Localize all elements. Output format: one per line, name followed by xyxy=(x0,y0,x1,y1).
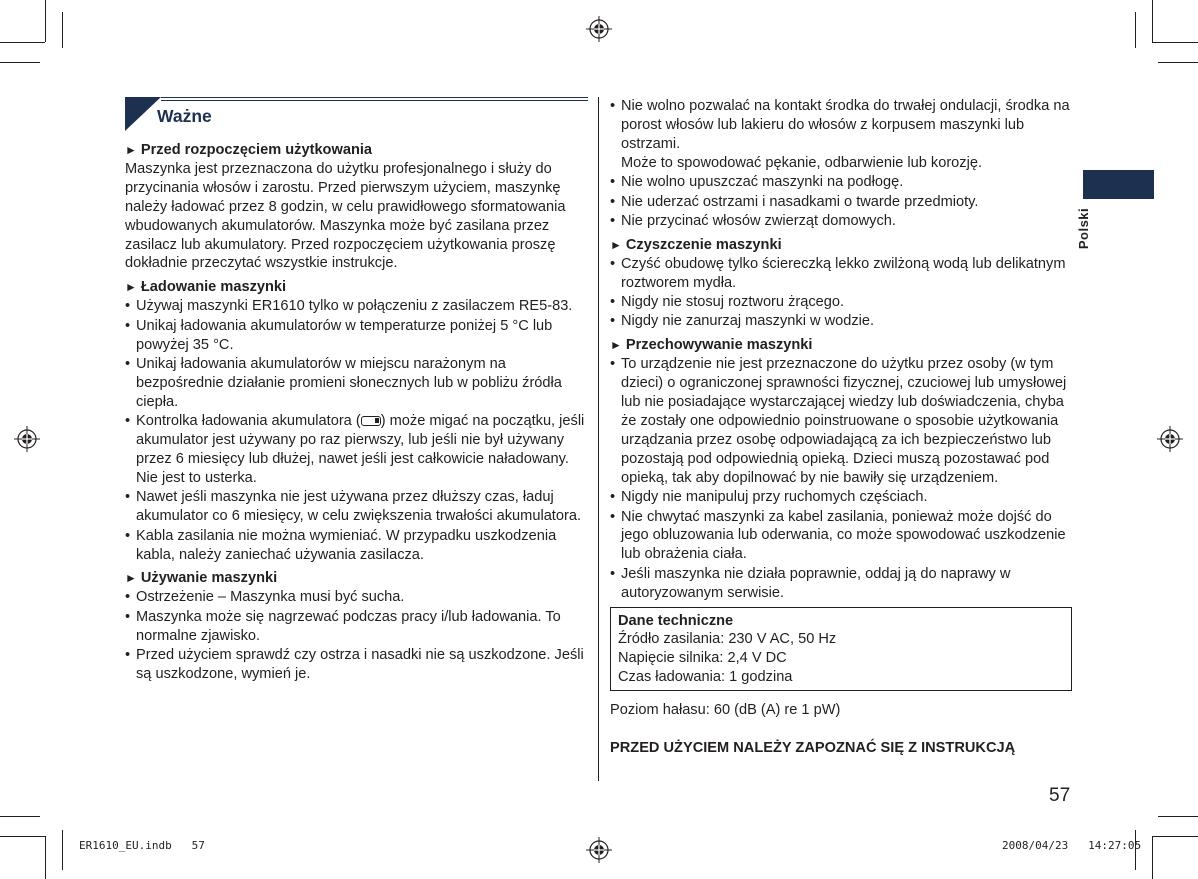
crop-mark xyxy=(1152,836,1153,879)
list-item: • Jeśli maszynka nie działa poprawnie, oddaj ją do naprawy w autoryzowanym serwisie. xyxy=(610,565,1072,603)
specs-line: Źródło zasilania: 230 V AC, 50 Hz xyxy=(618,631,837,648)
crop-mark xyxy=(62,830,63,870)
battery-icon xyxy=(361,416,381,426)
date-slug: 2008/04/23 14:27:05 xyxy=(1002,839,1142,852)
section-heading: ► Czyszczenie maszynki xyxy=(610,236,782,253)
arrow-right-icon: ► xyxy=(610,237,622,252)
list-item: • Unikaj ładowania akumulatorów w miejscu narażonym na bezpośrednie działanie promieni słonecznych lub w pobliżu źródła ciepła. xyxy=(125,355,588,412)
list-item: • Nie chwytać maszynki za kabel zasilania, ponieważ może dojść do jego obluzowania lub oderwania, co może spowodować uszkodzenie lub obrażenia ciała. xyxy=(610,508,1072,565)
crop-mark xyxy=(1152,42,1198,43)
page-title: Ważne xyxy=(157,106,212,126)
file-slug: ER1610_EU.indb 57 xyxy=(79,839,205,852)
right-column xyxy=(610,97,1072,758)
list-item: • Nigdy nie manipuluj przy ruchomych częściach. xyxy=(610,488,1072,507)
crop-mark xyxy=(0,62,40,63)
registration-mark-icon xyxy=(586,16,612,42)
crop-mark xyxy=(0,42,45,43)
list-item: • Kabla zasilania nie można wymieniać. W przypadku uszkodzenia kabla, należy zaniechać używania zasilacza. xyxy=(125,527,588,565)
list-item: • Nigdy nie zanurzaj maszynki w wodzie. xyxy=(610,312,1072,331)
list-item: • Kontrolka ładowania akumulatora ( ) może migać na początku, jeśli akumulator jest używany po raz pierwszy, lub jeśli nie był używany przez 6 miesięcy lub dłużej, nawet jeśli jest całkowicie naładowany. Nie jest to usterka. xyxy=(125,412,588,488)
section-heading: ► Przed rozpoczęciem użytkowania xyxy=(125,142,373,158)
registration-mark-icon xyxy=(1157,426,1183,452)
list-item: • Nawet jeśli maszynka nie jest używana przez dłuższy czas, ładuj akumulator co 6 miesięcy, w celu zwiększenia trwałości akumulatora. xyxy=(125,488,588,526)
crop-mark xyxy=(1152,836,1198,837)
crop-mark xyxy=(1135,12,1136,48)
arrow-right-icon: ► xyxy=(125,143,137,157)
crop-mark xyxy=(62,12,63,48)
language-tab xyxy=(1083,170,1154,199)
crop-mark xyxy=(0,816,40,817)
registration-mark-icon xyxy=(586,837,612,863)
registration-mark-icon xyxy=(14,426,40,452)
paragraph: Maszynka jest przeznaczona do użytku profesjonalnego i służy do przycinania włosów i zarostu. Przed pierwszym użyciem, maszynkę należy ładować przez 8 godzin, w celu prawidłowego sformatowania wbudowanych akumulatorów. Maszynka może być zasilana przez zasilacz lub akumulatory. Przed rozpoczęciem użytkowania proszę dokładnie przeczytać wszystkie instrukcje. xyxy=(125,160,566,272)
section-heading: ► Ładowanie maszynki xyxy=(125,279,287,296)
list-item: • Ostrzeżenie – Maszynka musi być sucha. xyxy=(125,588,588,607)
corner-triangle-icon xyxy=(125,97,161,131)
list-item: • Nie wolno pozwalać na kontakt środka do trwałej ondulacji, środka na porost włosów lub lakieru do włosów z korpusem maszynki lub ostrzami. Może to spowodować pękanie, odbarwienie lub korozję. xyxy=(610,97,1072,173)
list-item: • To urządzenie nie jest przeznaczone do użytku przez osoby (w tym dzieci) o ograniczonej sprawności fizycznej, czuciowej lub umysłowej lub nie posiadające wystarczającej wiedzy lub doświadczenia, chyba że zostały one odpowiednio poinstruowane o sposobie użytkowania urządzania przez osobę odpowiadającą za ich bezpieczeństwo lub pozostają pod odpowiednią opieką. Dzieci muszą pozostawać pod opieką, tak aby dopilnować by nie bawiły się urządzeniem. xyxy=(610,355,1072,487)
crop-mark xyxy=(45,0,46,42)
specs-title: Dane techniczne xyxy=(618,612,734,629)
list-item: • Maszynka może się nagrzewać podczas pracy i/lub ładowania. To normalne zjawisko. xyxy=(125,608,588,646)
header-rule xyxy=(161,97,588,101)
crop-mark xyxy=(0,836,45,837)
section-heading: ► Przechowywanie maszynki xyxy=(610,337,813,354)
list-item: • Nie wolno upuszczać maszynki na podłogę. xyxy=(610,173,1072,192)
crop-mark xyxy=(1158,62,1198,63)
list-item: • Nigdy nie stosuj roztworu żrącego. xyxy=(610,293,1072,312)
list-item: • Nie uderzać ostrzami i nasadkami o twarde przedmioty. xyxy=(610,193,1072,212)
specs-line: Napięcie silnika: 2,4 V DC xyxy=(618,650,787,667)
list-item: • Przed użyciem sprawdź czy ostrza i nasadki nie są uszkodzone. Jeśli są uszkodzone, wymień je. xyxy=(125,646,588,684)
important-header xyxy=(125,97,588,131)
list-item: • Nie przycinać włosów zwierząt domowych. xyxy=(610,212,1072,231)
bullet-list xyxy=(610,255,1072,332)
section-heading: ► Używanie maszynki xyxy=(125,570,278,587)
notice-text: PRZED UŻYCIEM NALEŻY ZAPOZNAĆ SIĘ Z INSTRUKCJĄ xyxy=(610,740,1016,757)
arrow-right-icon: ► xyxy=(125,571,137,586)
noise-level: Poziom hałasu: 60 (dB (A) re 1 pW) xyxy=(610,702,841,719)
specs-box xyxy=(610,607,1072,692)
bullet-list xyxy=(610,355,1072,602)
page-number: 57 xyxy=(1049,785,1071,806)
bullet-list xyxy=(125,297,588,564)
crop-mark xyxy=(45,836,46,879)
specs-line: Czas ładowania: 1 godzina xyxy=(618,669,793,686)
bullet-list xyxy=(125,588,588,684)
left-column xyxy=(125,97,588,684)
crop-mark xyxy=(1152,0,1153,42)
list-item: • Używaj maszynki ER1610 tylko w połączeniu z zasilaczem RE5-83. xyxy=(125,297,588,316)
list-item: • Unikaj ładowania akumulatorów w temperaturze poniżej 5 °C lub powyżej 35 °C. xyxy=(125,317,588,355)
language-label: Polski xyxy=(1076,207,1092,250)
bullet-list xyxy=(610,97,1072,231)
list-item: • Czyść obudowę tylko ściereczką lekko zwilżoną wodą lub delikatnym roztworem mydła. xyxy=(610,255,1072,293)
crop-mark xyxy=(1158,816,1198,817)
column-divider xyxy=(598,97,599,781)
arrow-right-icon: ► xyxy=(125,280,137,295)
arrow-right-icon: ► xyxy=(610,338,622,353)
